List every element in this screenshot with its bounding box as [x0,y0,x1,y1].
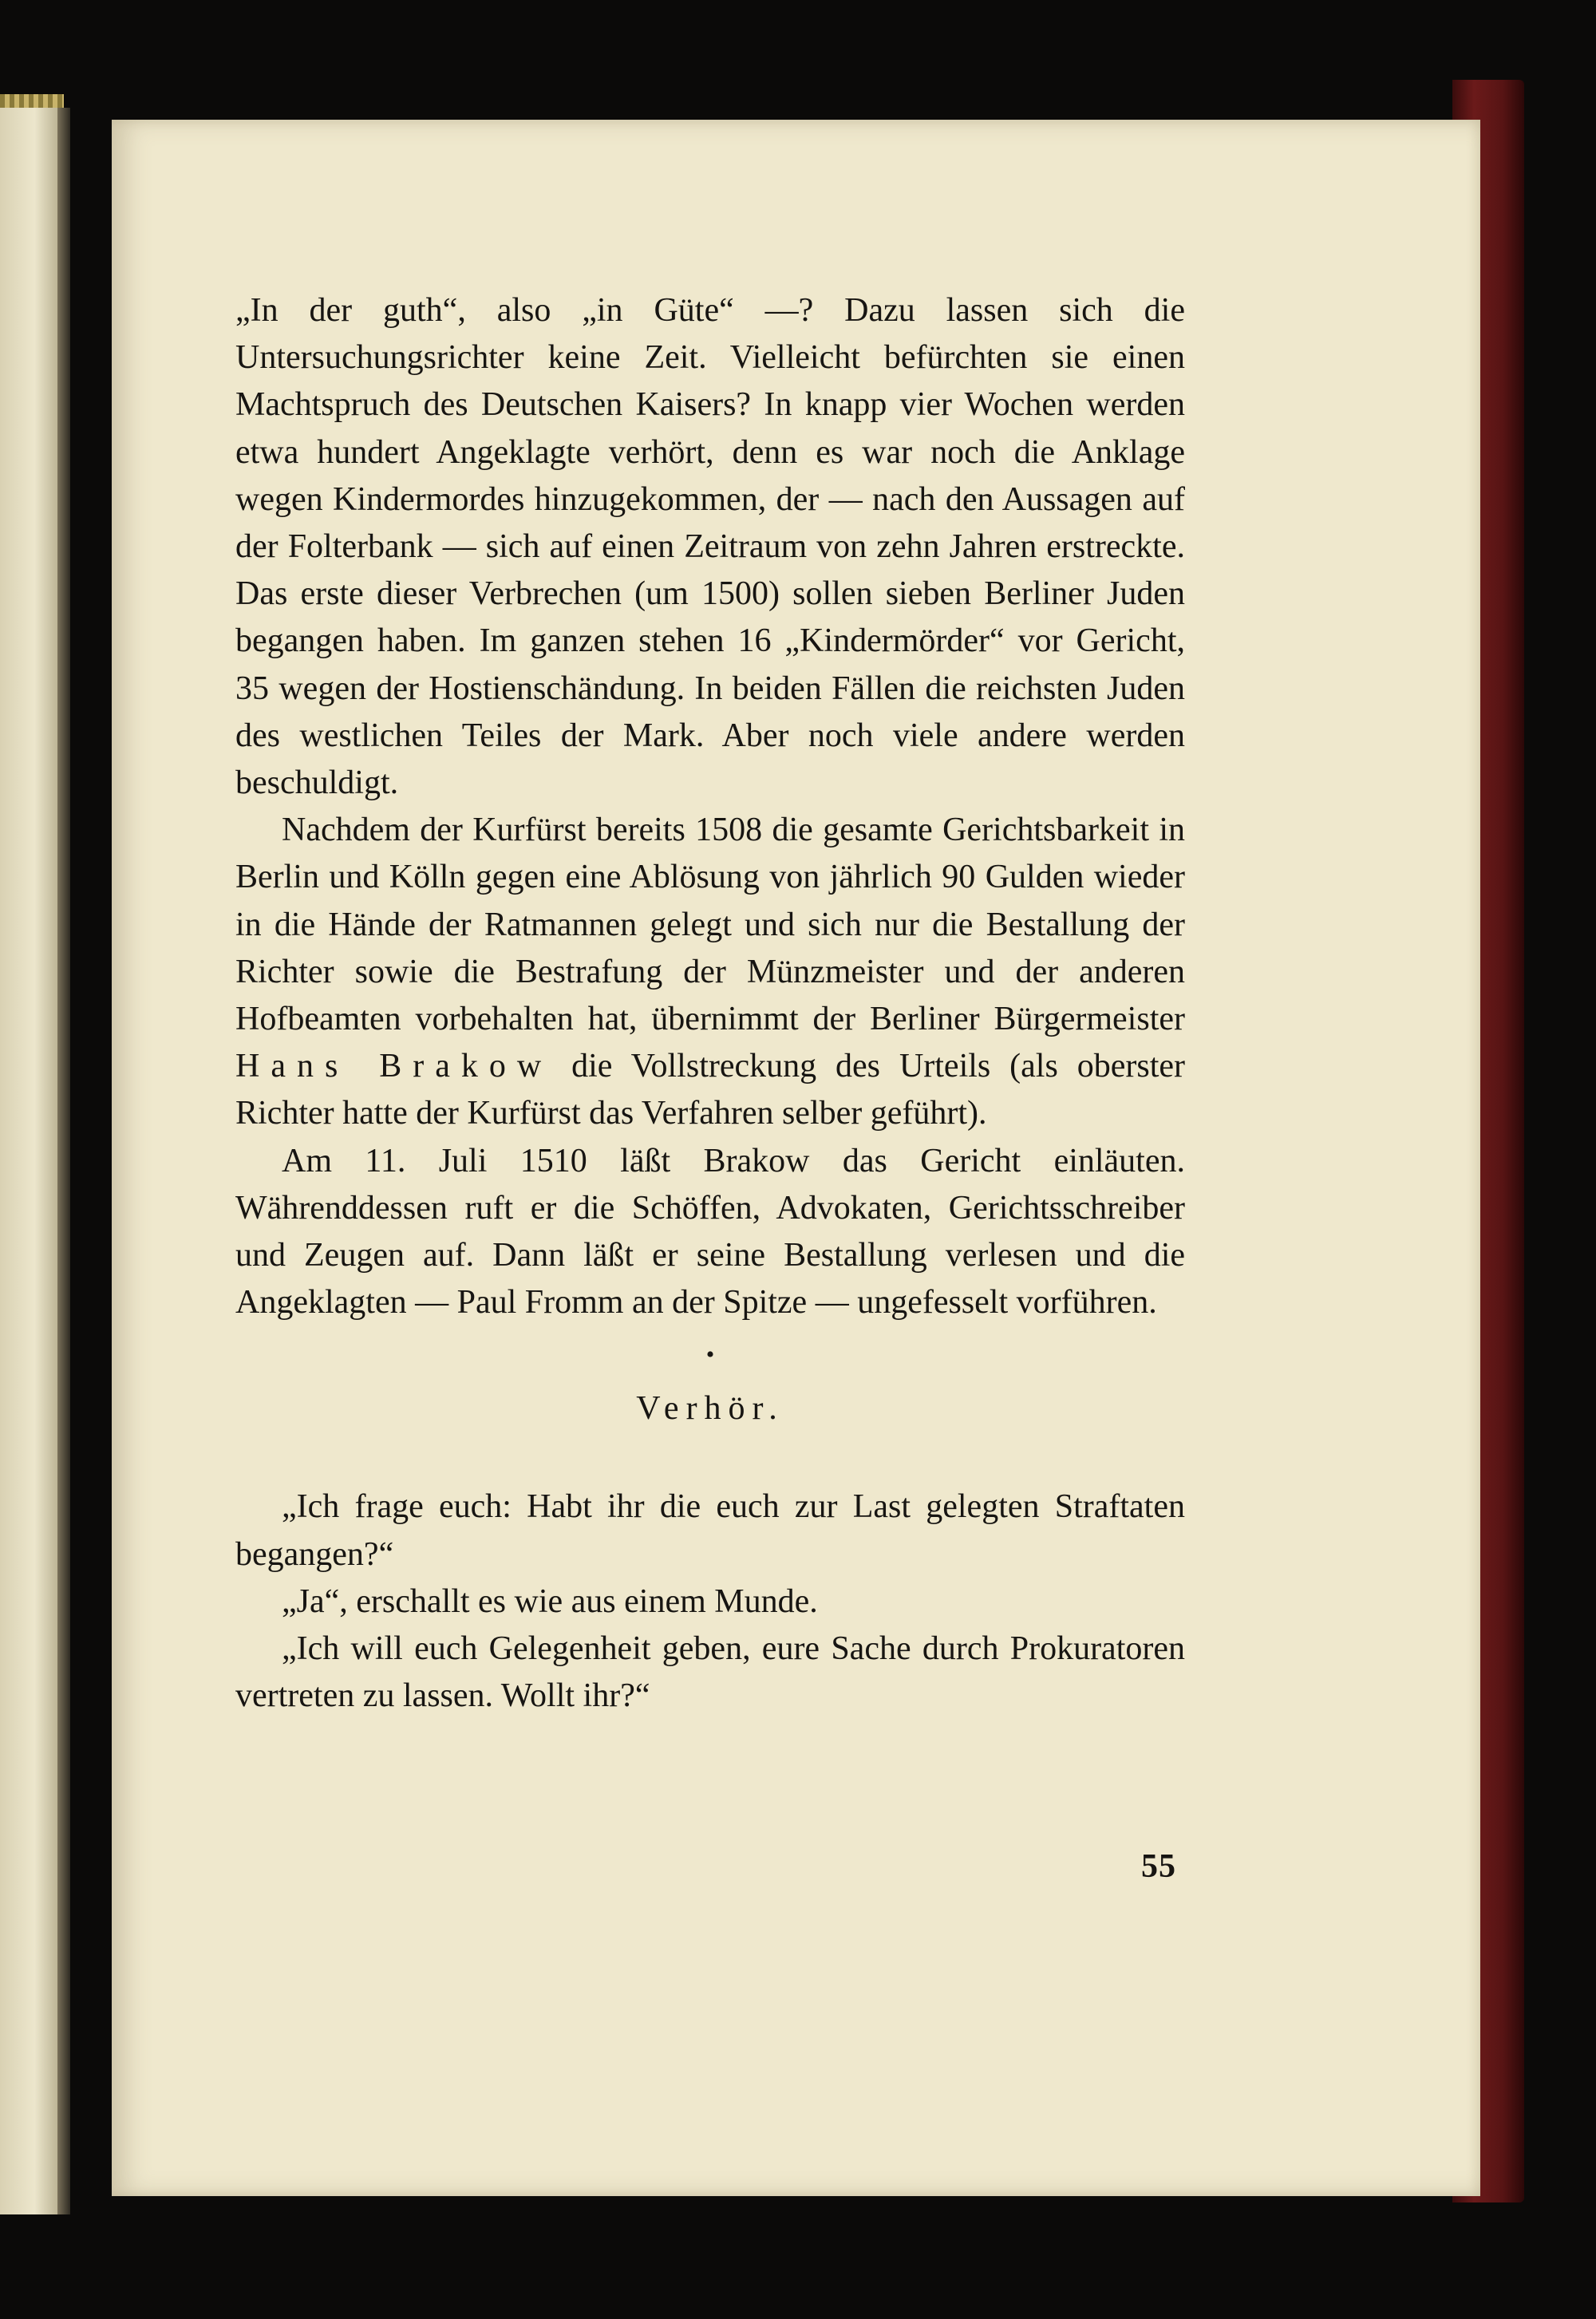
book-gilt-edge [0,94,64,109]
dialogue-line: „Ja“, erschallt es wie aus einem Munde. [282,1582,818,1620]
paragraph [235,807,1185,1137]
page-number: 55 [1141,1848,1176,1885]
dialogue-line: „Ich will euch Gelegenheit geben, eure Sache durch Prokuratoren vertreten zu lassen. Wollt ihr?“ [235,1630,1185,1715]
book-page [112,120,1480,2196]
section-ornament: • [705,1341,715,1369]
dialogue-line: „Ich frage euch: Habt ihr die euch zur Last gelegten Straftaten begangen?“ [235,1488,1185,1573]
paragraph-text: Nachdem der Kurfürst bereits 1508 die gesamte Gerichtsbarkeit in Berlin und Kölln gegen eine Ablösung von jährlich 90 Gulden wieder in die Hände der Ratmannen gelegt und sich nur die Bestallung der Richter sowie die Bestrafung der Münzmeister und der anderen Hofbeamten vorbehalten hat, übernimmt der Berliner Bürgermeister [235,812,1185,1038]
section-heading: Verhör. [636,1390,784,1428]
paragraph-text: die Vollstreckung des Urteils (als oberster Richter hatte der Kurfürst das Verfahren selber geführt). [235,1048,1185,1132]
left-page-sliver [0,108,57,2214]
person-name: Hans Brakow [235,1048,553,1085]
paragraph: Am 11. Juli 1510 läßt Brakow das Gericht einläuten. Währenddessen ruft er die Schöffen, Advokaten, Gerichtsschreiber und Zeugen auf. Dann läßt er seine Bestallung verlesen und die Angeklagten — Paul Fromm an der Spitze — ungefesselt vorführen. [235,1142,1185,1321]
page-text [235,287,1185,1720]
book-gutter [57,108,70,2214]
paragraph: „In der guth“, also „in Güte“ —? Dazu lassen sich die Untersuchungsrichter keine Zeit. Vielleicht befürchten sie einen Machtspruch des Deutschen Kaisers? In knapp vier Wochen werden etwa hundert Angeklagte verhört, denn es war noch die Anklage wegen Kindermordes hinzugekommen, der — nach den Aussagen auf der Folterbank — sich auf einen Zeitraum von zehn Jahren erstreckte. Das erste dieser Verbrechen (um 1500) sollen sieben Berliner Juden begangen haben. Im ganzen stehen 16 „Kindermörder“ vor Gericht, 35 wegen der Hostienschändung. In beiden Fällen die reichsten Juden des westlichen Teiles der Mark. Aber noch viele andere werden beschuldigt. [235,292,1185,802]
